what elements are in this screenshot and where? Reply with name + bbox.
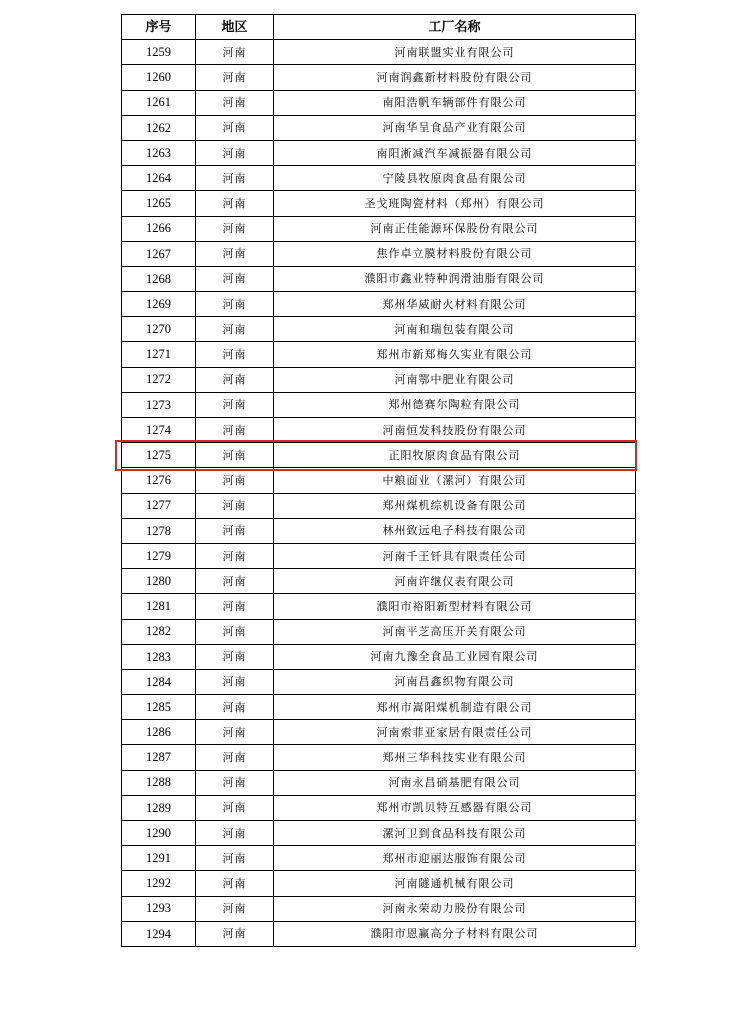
row-region: 河南: [196, 896, 274, 921]
table-row: [122, 65, 636, 90]
row-region: 河南: [196, 216, 274, 241]
table-row: [122, 317, 636, 342]
row-serial-number: 1262: [122, 115, 196, 140]
row-region: 河南: [196, 40, 274, 65]
row-serial-number: 1289: [122, 795, 196, 820]
row-region: 河南: [196, 392, 274, 417]
row-factory-name: 郑州市迎丽达服饰有限公司: [274, 846, 636, 871]
row-factory-name: 郑州市嵩阳煤机制造有限公司: [274, 695, 636, 720]
table-row: [122, 418, 636, 443]
row-factory-name: 中粮面业（漯河）有限公司: [274, 468, 636, 493]
row-region: 河南: [196, 770, 274, 795]
table-row: [122, 468, 636, 493]
row-serial-number: 1284: [122, 669, 196, 694]
row-serial-number: 1282: [122, 619, 196, 644]
row-serial-number: 1264: [122, 166, 196, 191]
row-factory-name: 南阳淅减汽车减振器有限公司: [274, 140, 636, 165]
row-region: 河南: [196, 619, 274, 644]
table-row: [122, 191, 636, 216]
row-serial-number: 1267: [122, 241, 196, 266]
row-serial-number: 1272: [122, 367, 196, 392]
row-factory-name: 濮阳市裕阳新型材料有限公司: [274, 594, 636, 619]
row-factory-name: 河南华呈食品产业有限公司: [274, 115, 636, 140]
row-factory-name: 漯河卫到食品科技有限公司: [274, 821, 636, 846]
row-serial-number: 1260: [122, 65, 196, 90]
table-row: [122, 518, 636, 543]
row-factory-name: 郑州德赛尔陶粒有限公司: [274, 392, 636, 417]
row-factory-name: 南阳浩帆车辆部件有限公司: [274, 90, 636, 115]
row-serial-number: 1265: [122, 191, 196, 216]
row-region: 河南: [196, 569, 274, 594]
row-serial-number: 1281: [122, 594, 196, 619]
table-header-row: [122, 15, 636, 40]
row-serial-number: 1292: [122, 871, 196, 896]
row-region: 河南: [196, 493, 274, 518]
row-region: 河南: [196, 115, 274, 140]
row-factory-name: 河南正佳能源环保股份有限公司: [274, 216, 636, 241]
row-factory-name: 濮阳市恩赢高分子材料有限公司: [274, 921, 636, 946]
row-region: 河南: [196, 166, 274, 191]
row-region: 河南: [196, 921, 274, 946]
row-region: 河南: [196, 468, 274, 493]
table-row: [122, 795, 636, 820]
table-row: [122, 166, 636, 191]
row-region: 河南: [196, 292, 274, 317]
row-factory-name: 濮阳市鑫业特种润滑油脂有限公司: [274, 266, 636, 291]
row-region: 河南: [196, 821, 274, 846]
row-serial-number: 1276: [122, 468, 196, 493]
row-region: 河南: [196, 669, 274, 694]
row-region: 河南: [196, 266, 274, 291]
table-row: [122, 669, 636, 694]
row-serial-number: 1271: [122, 342, 196, 367]
row-serial-number: 1287: [122, 745, 196, 770]
row-serial-number: 1288: [122, 770, 196, 795]
row-serial-number: 1286: [122, 720, 196, 745]
row-region: 河南: [196, 443, 274, 468]
row-serial-number: 1270: [122, 317, 196, 342]
row-region: 河南: [196, 317, 274, 342]
row-region: 河南: [196, 342, 274, 367]
row-region: 河南: [196, 745, 274, 770]
row-region: 河南: [196, 543, 274, 568]
row-factory-name: 河南千王钎具有限责任公司: [274, 543, 636, 568]
table-row: [122, 543, 636, 568]
row-factory-name: 焦作卓立膜材料股份有限公司: [274, 241, 636, 266]
row-serial-number: 1274: [122, 418, 196, 443]
row-factory-name: 宁陵县牧原肉食品有限公司: [274, 166, 636, 191]
row-factory-name: 河南鄂中肥业有限公司: [274, 367, 636, 392]
row-region: 河南: [196, 594, 274, 619]
table-row: [122, 821, 636, 846]
table-row: [122, 619, 636, 644]
row-region: 河南: [196, 518, 274, 543]
row-serial-number: 1259: [122, 40, 196, 65]
table-row: [122, 443, 636, 468]
table-row: [122, 594, 636, 619]
row-region: 河南: [196, 871, 274, 896]
table-row: [122, 921, 636, 946]
row-region: 河南: [196, 191, 274, 216]
row-serial-number: 1283: [122, 644, 196, 669]
row-factory-name: 河南永荣动力股份有限公司: [274, 896, 636, 921]
row-serial-number: 1279: [122, 543, 196, 568]
table-row: [122, 871, 636, 896]
row-factory-name: 河南联盟实业有限公司: [274, 40, 636, 65]
table-row: [122, 216, 636, 241]
row-factory-name: 正阳牧原肉食品有限公司: [274, 443, 636, 468]
row-region: 河南: [196, 65, 274, 90]
row-serial-number: 1278: [122, 518, 196, 543]
table-row: [122, 292, 636, 317]
row-factory-name: 林州致远电子科技有限公司: [274, 518, 636, 543]
row-region: 河南: [196, 140, 274, 165]
row-factory-name: 郑州华威耐火材料有限公司: [274, 292, 636, 317]
table-row: [122, 896, 636, 921]
factory-table: [121, 14, 636, 947]
row-factory-name: 郑州煤机综机设备有限公司: [274, 493, 636, 518]
table-row: [122, 241, 636, 266]
row-factory-name: 河南昌鑫织物有限公司: [274, 669, 636, 694]
row-serial-number: 1294: [122, 921, 196, 946]
row-region: 河南: [196, 418, 274, 443]
row-region: 河南: [196, 720, 274, 745]
row-serial-number: 1263: [122, 140, 196, 165]
header-serial-number: 序号: [122, 15, 196, 40]
row-factory-name: 郑州市新郑梅久实业有限公司: [274, 342, 636, 367]
row-serial-number: 1285: [122, 695, 196, 720]
row-factory-name: 河南润鑫新材料股份有限公司: [274, 65, 636, 90]
row-region: 河南: [196, 795, 274, 820]
row-factory-name: 郑州市凯贝特互感器有限公司: [274, 795, 636, 820]
row-region: 河南: [196, 846, 274, 871]
row-factory-name: 河南和瑞包装有限公司: [274, 317, 636, 342]
row-region: 河南: [196, 241, 274, 266]
table-row: [122, 115, 636, 140]
row-serial-number: 1293: [122, 896, 196, 921]
table-row: [122, 40, 636, 65]
header-factory-name: 工厂名称: [274, 15, 636, 40]
table-row: [122, 266, 636, 291]
row-factory-name: 河南平芝高压开关有限公司: [274, 619, 636, 644]
row-serial-number: 1280: [122, 569, 196, 594]
table-row: [122, 569, 636, 594]
row-serial-number: 1291: [122, 846, 196, 871]
table-row: [122, 493, 636, 518]
row-serial-number: 1277: [122, 493, 196, 518]
table-row: [122, 367, 636, 392]
table-row: [122, 770, 636, 795]
table-row: [122, 342, 636, 367]
row-region: 河南: [196, 695, 274, 720]
row-region: 河南: [196, 367, 274, 392]
table-body: [122, 40, 636, 947]
row-region: 河南: [196, 90, 274, 115]
row-factory-name: 河南许继仪表有限公司: [274, 569, 636, 594]
row-factory-name: 圣戈班陶瓷材料（郑州）有限公司: [274, 191, 636, 216]
table-row: [122, 695, 636, 720]
row-factory-name: 河南永昌硝基肥有限公司: [274, 770, 636, 795]
table-row: [122, 392, 636, 417]
row-factory-name: 河南九豫全食品工业园有限公司: [274, 644, 636, 669]
row-factory-name: 郑州三华科技实业有限公司: [274, 745, 636, 770]
table-row: [122, 745, 636, 770]
table-row: [122, 846, 636, 871]
row-serial-number: 1266: [122, 216, 196, 241]
table-row: [122, 644, 636, 669]
table-row: [122, 90, 636, 115]
row-serial-number: 1261: [122, 90, 196, 115]
header-region: 地区: [196, 15, 274, 40]
row-factory-name: 河南索菲亚家居有限责任公司: [274, 720, 636, 745]
row-region: 河南: [196, 644, 274, 669]
row-factory-name: 河南恒发科技股份有限公司: [274, 418, 636, 443]
row-serial-number: 1275: [122, 443, 196, 468]
row-serial-number: 1290: [122, 821, 196, 846]
table-row: [122, 140, 636, 165]
row-serial-number: 1273: [122, 392, 196, 417]
table-row: [122, 720, 636, 745]
row-factory-name: 河南隧通机械有限公司: [274, 871, 636, 896]
row-serial-number: 1268: [122, 266, 196, 291]
row-serial-number: 1269: [122, 292, 196, 317]
